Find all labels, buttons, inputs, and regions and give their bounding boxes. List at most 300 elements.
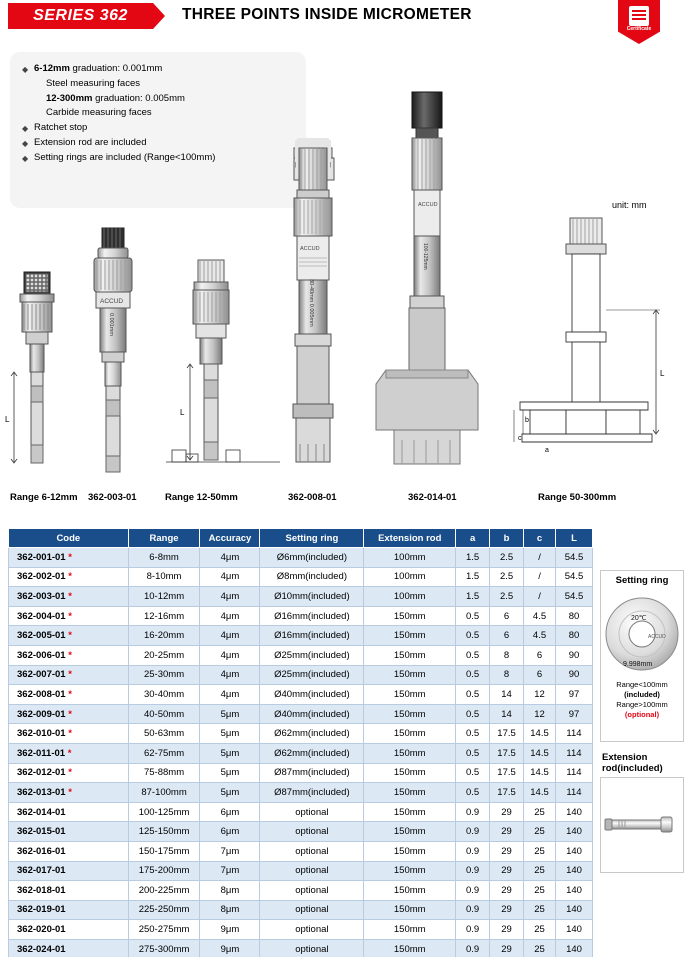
- cell-a: 0.9: [456, 939, 490, 957]
- cell-setting-ring: optional: [260, 861, 364, 881]
- table-row: [9, 861, 593, 881]
- cell-setting-ring: Ø40mm(included): [260, 685, 364, 705]
- star-icon: *: [65, 571, 72, 583]
- cell-range: 12-16mm: [128, 606, 200, 626]
- feature-bold: 6-12mm: [34, 63, 70, 74]
- cell-setting-ring: Ø16mm(included): [260, 626, 364, 646]
- table-row: [9, 626, 593, 646]
- cell-code: 362-009-01 *: [9, 704, 129, 724]
- cell-c: 6: [524, 645, 556, 665]
- cell-L: 97: [556, 685, 593, 705]
- cell-extension-rod: 100mm: [364, 567, 456, 587]
- cell-c: 25: [524, 920, 556, 940]
- cell-L: 54.5: [556, 548, 593, 568]
- feature-item: [22, 136, 294, 150]
- product-drawings: [0, 200, 691, 515]
- cell-b: 14: [490, 704, 524, 724]
- cell-range: 50-63mm: [128, 724, 200, 744]
- star-icon: *: [65, 630, 72, 642]
- cell-extension-rod: 150mm: [364, 685, 456, 705]
- table-row: [9, 822, 593, 842]
- product-drawing-12-50mm: [166, 260, 280, 462]
- cell-a: 1.5: [456, 567, 490, 587]
- page-title: THREE POINTS INSIDE MICROMETER: [182, 6, 472, 23]
- col-code: Code: [9, 529, 129, 548]
- cell-accuracy: 7μm: [200, 861, 260, 881]
- cell-range: 10-12mm: [128, 587, 200, 607]
- cell-c: 14.5: [524, 783, 556, 803]
- cell-L: 140: [556, 841, 593, 861]
- cell-code: 362-003-01 *: [9, 587, 129, 607]
- cell-b: 29: [490, 881, 524, 901]
- cell-range: 16-20mm: [128, 626, 200, 646]
- cell-code: 362-008-01 *: [9, 685, 129, 705]
- svg-text:L: L: [180, 408, 185, 417]
- cell-c: /: [524, 548, 556, 568]
- cell-range: 25-30mm: [128, 665, 200, 685]
- cell-range: 6-8mm: [128, 548, 200, 568]
- cell-code: 362-011-01 *: [9, 743, 129, 763]
- ring-note-line1-b: (included): [624, 690, 660, 700]
- feature-rest: graduation: 0.005mm: [92, 92, 185, 104]
- table-row: [9, 939, 593, 957]
- cell-a: 0.9: [456, 900, 490, 920]
- table-row: [9, 606, 593, 626]
- cell-c: 14.5: [524, 724, 556, 744]
- certificate-label: Certificate: [626, 26, 652, 32]
- cell-b: 29: [490, 841, 524, 861]
- cell-b: 29: [490, 822, 524, 842]
- cell-L: 114: [556, 743, 593, 763]
- bullet-icon: ◆: [22, 65, 29, 74]
- caption-range-50-300mm: Range 50-300mm: [538, 492, 617, 503]
- col-range: Range: [128, 529, 200, 548]
- feature-text: Setting rings are included (Range<100mm): [34, 151, 216, 163]
- cell-L: 114: [556, 783, 593, 803]
- feature-item: [22, 106, 294, 120]
- cell-a: 0.9: [456, 920, 490, 940]
- svg-text:ACCUD: ACCUD: [100, 298, 124, 305]
- cell-range: 275-300mm: [128, 939, 200, 957]
- svg-text:L: L: [660, 369, 665, 378]
- cell-b: 17.5: [490, 743, 524, 763]
- table-row: [9, 783, 593, 803]
- cell-extension-rod: 100mm: [364, 587, 456, 607]
- table-row: [9, 665, 593, 685]
- cell-accuracy: 4μm: [200, 567, 260, 587]
- feature-text: Carbide measuring faces: [46, 107, 152, 119]
- cell-range: 30-40mm: [128, 685, 200, 705]
- table-row: [9, 704, 593, 724]
- cell-b: 17.5: [490, 763, 524, 783]
- cell-a: 0.5: [456, 685, 490, 705]
- big-mic-014: [376, 92, 478, 464]
- svg-text:20℃: 20℃: [631, 615, 647, 622]
- cell-a: 1.5: [456, 548, 490, 568]
- cell-accuracy: 6μm: [200, 802, 260, 822]
- ext-title-a: Extension rod: [602, 752, 648, 774]
- feature-text: [34, 92, 294, 106]
- cell-L: 140: [556, 920, 593, 940]
- cell-a: 0.9: [456, 841, 490, 861]
- cell-c: 14.5: [524, 743, 556, 763]
- cell-a: 0.9: [456, 822, 490, 842]
- cell-extension-rod: 150mm: [364, 822, 456, 842]
- spec-table-wrapper: [8, 528, 593, 957]
- cell-L: 54.5: [556, 587, 593, 607]
- ring-note-line1-a: Range<100mm: [616, 680, 668, 689]
- cell-a: 0.5: [456, 704, 490, 724]
- cell-accuracy: 7μm: [200, 841, 260, 861]
- cell-b: 2.5: [490, 567, 524, 587]
- caption-range-12-50mm: Range 12-50mm: [165, 492, 238, 503]
- cell-setting-ring: Ø25mm(included): [260, 665, 364, 685]
- cell-code: 362-024-01: [9, 939, 129, 957]
- cell-L: 97: [556, 704, 593, 724]
- cell-range: 75-88mm: [128, 763, 200, 783]
- cell-accuracy: 9μm: [200, 939, 260, 957]
- cell-setting-ring: Ø62mm(included): [260, 724, 364, 744]
- extension-rod-title: [600, 752, 684, 774]
- star-icon: *: [65, 649, 72, 661]
- cell-a: 1.5: [456, 587, 490, 607]
- cell-extension-rod: 150mm: [364, 606, 456, 626]
- setting-ring-panel: [600, 570, 684, 742]
- cell-accuracy: 4μm: [200, 606, 260, 626]
- table-row: [9, 841, 593, 861]
- cell-range: 250-275mm: [128, 920, 200, 940]
- bullet-icon: ◆: [22, 138, 29, 148]
- cell-a: 0.9: [456, 861, 490, 881]
- setting-ring-illustration: [601, 588, 683, 680]
- cell-setting-ring: Ø6mm(included): [260, 548, 364, 568]
- cell-extension-rod: 150mm: [364, 743, 456, 763]
- col-extension-rod: Extension rod: [364, 529, 456, 548]
- cell-extension-rod: 100mm: [364, 548, 456, 568]
- cell-extension-rod: 150mm: [364, 920, 456, 940]
- cell-b: 6: [490, 626, 524, 646]
- cell-L: 140: [556, 822, 593, 842]
- product-drawing-362-003-01: [94, 228, 132, 472]
- cell-b: 2.5: [490, 587, 524, 607]
- svg-text:30-40mm 0.005mm: 30-40mm 0.005mm: [308, 279, 314, 327]
- cell-range: 225-250mm: [128, 900, 200, 920]
- cell-accuracy: 4μm: [200, 645, 260, 665]
- cell-c: 25: [524, 822, 556, 842]
- setting-ring-title: Setting ring: [615, 575, 669, 586]
- drawing-50-300mm: [514, 218, 665, 454]
- cell-accuracy: 4μm: [200, 685, 260, 705]
- ring-note-line2-b: (optional): [624, 710, 660, 720]
- cell-setting-ring: Ø62mm(included): [260, 743, 364, 763]
- cell-code: 362-006-01 *: [9, 645, 129, 665]
- table-row: [9, 881, 593, 901]
- cell-a: 0.5: [456, 743, 490, 763]
- series-badge: SERIES 362: [8, 3, 153, 29]
- extension-rod-panel: [600, 748, 684, 868]
- table-row: [9, 920, 593, 940]
- star-icon: *: [65, 708, 72, 720]
- table-row: [9, 802, 593, 822]
- col-c: c: [524, 529, 556, 548]
- col-setting-ring: Setting ring: [260, 529, 364, 548]
- table-row: [9, 900, 593, 920]
- cell-c: 4.5: [524, 606, 556, 626]
- bullet-icon: [22, 77, 34, 91]
- ext-title-b: (included): [617, 763, 663, 774]
- col-b: b: [490, 529, 524, 548]
- cell-c: /: [524, 567, 556, 587]
- cell-extension-rod: 150mm: [364, 645, 456, 665]
- ring-note-line2-a: Range>100mm: [616, 700, 668, 710]
- cell-L: 54.5: [556, 567, 593, 587]
- cell-accuracy: 4μm: [200, 548, 260, 568]
- cell-a: 0.9: [456, 802, 490, 822]
- table-row: [9, 685, 593, 705]
- cell-accuracy: 6μm: [200, 822, 260, 842]
- cell-c: /: [524, 587, 556, 607]
- cell-L: 140: [556, 939, 593, 957]
- cell-c: 12: [524, 685, 556, 705]
- cell-L: 80: [556, 606, 593, 626]
- cell-c: 25: [524, 861, 556, 881]
- cell-L: 140: [556, 802, 593, 822]
- table-row: [9, 645, 593, 665]
- cell-range: 200-225mm: [128, 881, 200, 901]
- cell-b: 29: [490, 802, 524, 822]
- cell-code: 362-014-01: [9, 802, 129, 822]
- caption-range-6-12mm: Range 6-12mm: [10, 492, 78, 503]
- cell-c: 14.5: [524, 763, 556, 783]
- spec-table: [8, 528, 593, 957]
- cell-code: 362-004-01 *: [9, 606, 129, 626]
- cell-code: 362-018-01: [9, 881, 129, 901]
- cell-L: 80: [556, 626, 593, 646]
- cell-range: 87-100mm: [128, 783, 200, 803]
- cell-setting-ring: optional: [260, 900, 364, 920]
- cell-extension-rod: 150mm: [364, 802, 456, 822]
- cell-extension-rod: 150mm: [364, 665, 456, 685]
- feature-item: [22, 121, 294, 135]
- cell-extension-rod: 150mm: [364, 881, 456, 901]
- svg-text:ACCUD: ACCUD: [648, 634, 666, 640]
- bullet-icon: ◆: [22, 153, 29, 163]
- star-icon: *: [65, 767, 72, 779]
- cell-a: 0.5: [456, 645, 490, 665]
- cell-b: 8: [490, 645, 524, 665]
- svg-text:c: c: [518, 435, 522, 442]
- cell-code: 362-015-01: [9, 822, 129, 842]
- table-row: [9, 724, 593, 744]
- cell-accuracy: 8μm: [200, 900, 260, 920]
- cell-code: 362-001-01 *: [9, 548, 129, 568]
- certificate-badge: [618, 0, 660, 50]
- svg-text:a: a: [545, 447, 549, 454]
- cell-b: 29: [490, 939, 524, 957]
- cell-b: 29: [490, 861, 524, 881]
- caption-362-003-01: 362-003-01: [88, 492, 137, 503]
- cell-extension-rod: 150mm: [364, 861, 456, 881]
- features-box: [10, 52, 306, 208]
- table-row: [9, 548, 593, 568]
- cell-range: 100-125mm: [128, 802, 200, 822]
- feature-text: Ratchet stop: [34, 122, 88, 134]
- feature-text: [34, 62, 294, 76]
- cell-extension-rod: 150mm: [364, 841, 456, 861]
- svg-text:L: L: [5, 415, 10, 424]
- star-icon: *: [65, 551, 72, 563]
- cell-b: 6: [490, 606, 524, 626]
- cell-extension-rod: 150mm: [364, 626, 456, 646]
- table-row: [9, 763, 593, 783]
- cell-code: 362-010-01 *: [9, 724, 129, 744]
- cell-b: 29: [490, 920, 524, 940]
- svg-text:ACCUD: ACCUD: [418, 202, 438, 208]
- table-header-row: [9, 529, 593, 548]
- cell-accuracy: 4μm: [200, 665, 260, 685]
- cell-a: 0.9: [456, 881, 490, 901]
- svg-text:ACCUD: ACCUD: [300, 246, 320, 252]
- cell-accuracy: 5μm: [200, 783, 260, 803]
- col-L: L: [556, 529, 593, 548]
- feature-item: [22, 151, 294, 165]
- extension-rod-box: [600, 777, 684, 873]
- cell-setting-ring: optional: [260, 920, 364, 940]
- caption-362-014-01: 362-014-01: [408, 492, 457, 503]
- bullet-icon: [22, 106, 34, 120]
- table-row: [9, 743, 593, 763]
- cell-extension-rod: 150mm: [364, 783, 456, 803]
- cell-code: 362-013-01 *: [9, 783, 129, 803]
- cell-setting-ring: Ø25mm(included): [260, 645, 364, 665]
- unit-note: unit: mm: [612, 200, 647, 210]
- cell-range: 40-50mm: [128, 704, 200, 724]
- svg-text:0.001mm: 0.001mm: [108, 313, 114, 336]
- cell-b: 8: [490, 665, 524, 685]
- star-icon: *: [65, 688, 72, 700]
- cell-code: 362-019-01: [9, 900, 129, 920]
- cell-L: 140: [556, 900, 593, 920]
- cell-c: 25: [524, 900, 556, 920]
- cell-extension-rod: 150mm: [364, 763, 456, 783]
- cell-a: 0.5: [456, 626, 490, 646]
- cell-c: 25: [524, 802, 556, 822]
- cell-range: 20-25mm: [128, 645, 200, 665]
- cell-code: 362-020-01: [9, 920, 129, 940]
- cell-setting-ring: Ø8mm(included): [260, 567, 364, 587]
- cell-L: 90: [556, 665, 593, 685]
- cell-c: 25: [524, 881, 556, 901]
- caption-362-008-01: 362-008-01: [288, 492, 337, 503]
- cell-code: 362-005-01 *: [9, 626, 129, 646]
- cell-accuracy: 4μm: [200, 626, 260, 646]
- cell-L: 90: [556, 645, 593, 665]
- cell-b: 17.5: [490, 783, 524, 803]
- feature-rest: graduation: 0.001mm: [69, 63, 163, 74]
- cell-c: 25: [524, 841, 556, 861]
- bullet-icon: ◆: [22, 124, 29, 134]
- certificate-document-icon: [629, 6, 649, 26]
- cell-L: 114: [556, 724, 593, 744]
- table-body: [9, 548, 593, 957]
- cell-accuracy: 5μm: [200, 704, 260, 724]
- cell-setting-ring: optional: [260, 802, 364, 822]
- cell-setting-ring: Ø87mm(included): [260, 783, 364, 803]
- product-drawing-6-12mm: [5, 272, 54, 463]
- svg-text:100-125mm: 100-125mm: [422, 243, 428, 270]
- cell-range: 125-150mm: [128, 822, 200, 842]
- cell-a: 0.5: [456, 763, 490, 783]
- star-icon: *: [65, 610, 72, 622]
- bullet-icon: [22, 92, 34, 106]
- cell-setting-ring: Ø10mm(included): [260, 587, 364, 607]
- cell-code: 362-012-01 *: [9, 763, 129, 783]
- cell-code: 362-007-01 *: [9, 665, 129, 685]
- setting-ring-note: [601, 680, 683, 721]
- big-mic-008: [293, 148, 333, 462]
- cell-code: 362-017-01: [9, 861, 129, 881]
- product-illustrations: [0, 200, 691, 515]
- cell-setting-ring: optional: [260, 881, 364, 901]
- cell-accuracy: 5μm: [200, 763, 260, 783]
- cell-a: 0.5: [456, 724, 490, 744]
- cell-accuracy: 8μm: [200, 881, 260, 901]
- col-accuracy: Accuracy: [200, 529, 260, 548]
- cell-c: 4.5: [524, 626, 556, 646]
- cell-range: 150-175mm: [128, 841, 200, 861]
- cell-c: 25: [524, 939, 556, 957]
- svg-text:b: b: [525, 417, 529, 424]
- star-icon: *: [65, 590, 72, 602]
- star-icon: *: [65, 728, 72, 740]
- cell-accuracy: 5μm: [200, 724, 260, 744]
- cell-L: 140: [556, 861, 593, 881]
- star-icon: *: [65, 747, 72, 759]
- cell-code: 362-016-01: [9, 841, 129, 861]
- feature-text: Steel measuring faces: [46, 77, 140, 89]
- cell-extension-rod: 150mm: [364, 900, 456, 920]
- feature-item: [22, 92, 294, 106]
- cell-range: 62-75mm: [128, 743, 200, 763]
- cell-c: 6: [524, 665, 556, 685]
- table-row: [9, 567, 593, 587]
- cell-c: 12: [524, 704, 556, 724]
- cell-range: 175-200mm: [128, 861, 200, 881]
- feature-item: [22, 62, 294, 76]
- feature-text: Extension rod are included: [34, 136, 147, 148]
- cell-extension-rod: 150mm: [364, 939, 456, 957]
- feature-item: [22, 77, 294, 91]
- cell-code: 362-002-01 *: [9, 567, 129, 587]
- cell-b: 17.5: [490, 724, 524, 744]
- col-a: a: [456, 529, 490, 548]
- cell-setting-ring: optional: [260, 822, 364, 842]
- cell-accuracy: 9μm: [200, 920, 260, 940]
- extension-rod-illustration: [601, 778, 681, 872]
- cell-setting-ring: Ø87mm(included): [260, 763, 364, 783]
- cell-setting-ring: optional: [260, 939, 364, 957]
- cell-b: 14: [490, 685, 524, 705]
- cell-a: 0.5: [456, 606, 490, 626]
- cell-b: 2.5: [490, 548, 524, 568]
- cell-a: 0.5: [456, 665, 490, 685]
- cell-L: 114: [556, 763, 593, 783]
- table-row: [9, 587, 593, 607]
- cell-accuracy: 5μm: [200, 743, 260, 763]
- cell-setting-ring: optional: [260, 841, 364, 861]
- cell-a: 0.5: [456, 783, 490, 803]
- cell-accuracy: 4μm: [200, 587, 260, 607]
